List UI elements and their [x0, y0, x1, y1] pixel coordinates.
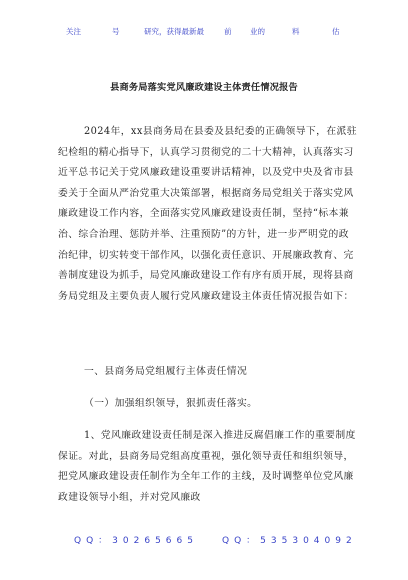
footer-qq-left: QQ：30265665	[74, 536, 198, 546]
header-item: 业的	[250, 27, 265, 36]
footer-qq-right: QQ：535304092	[222, 536, 357, 546]
header-item: 前	[224, 27, 232, 36]
header-item: 料	[292, 27, 300, 36]
header-item: 估	[332, 27, 340, 36]
subsection-heading: （一）加强组织领导，狠抓责任落实。	[84, 398, 258, 409]
section-heading: 一、县商务局党组履行主体责任情况	[84, 366, 248, 377]
footer-contact	[0, 533, 408, 547]
header-item: 研究，获得最新最	[144, 27, 204, 36]
document-title: 县商务局落实党风廉政建设主体责任情况报告	[110, 82, 298, 93]
header-item: 号	[112, 27, 120, 36]
header-item: 关注	[66, 27, 81, 36]
paragraph-item-1: 1、党风廉政建设责任制是深入推进反腐倡廉工作的重要制度保证。对此，县商务局党组高度重视，强化领导责任和组织领导，把党风廉政建设责任制作为全年工作的主线，及时调整单位党风廉政建设领导小组，并对党风廉政	[58, 430, 356, 503]
paragraph-intro: 2024年，xx县商务局在县委及县纪委的正确领导下，在派驻纪检组的精心指导下，认真学习贯彻党的二十大精神，认真落实习近平总书记关于党风廉政建设重要讲话精神，以及党中央及省市县委关于全面从严治党重大决策部署，根据商务局党组关于落实党风廉政建设工作内容，全面落实党风廉政建设责任制，坚持“标本兼治、综合治理、惩防并举、注重预防”的方针，进一步严明党的政治纪律，切实转变干部作风，以强化责任意识、开展廉政教育、完善制度建设为抓手，局党风廉政建设工作有序有质开展，现将县商务局党组及主要负责人履行党风廉政建设主体责任情况报告如下：	[58, 126, 357, 302]
